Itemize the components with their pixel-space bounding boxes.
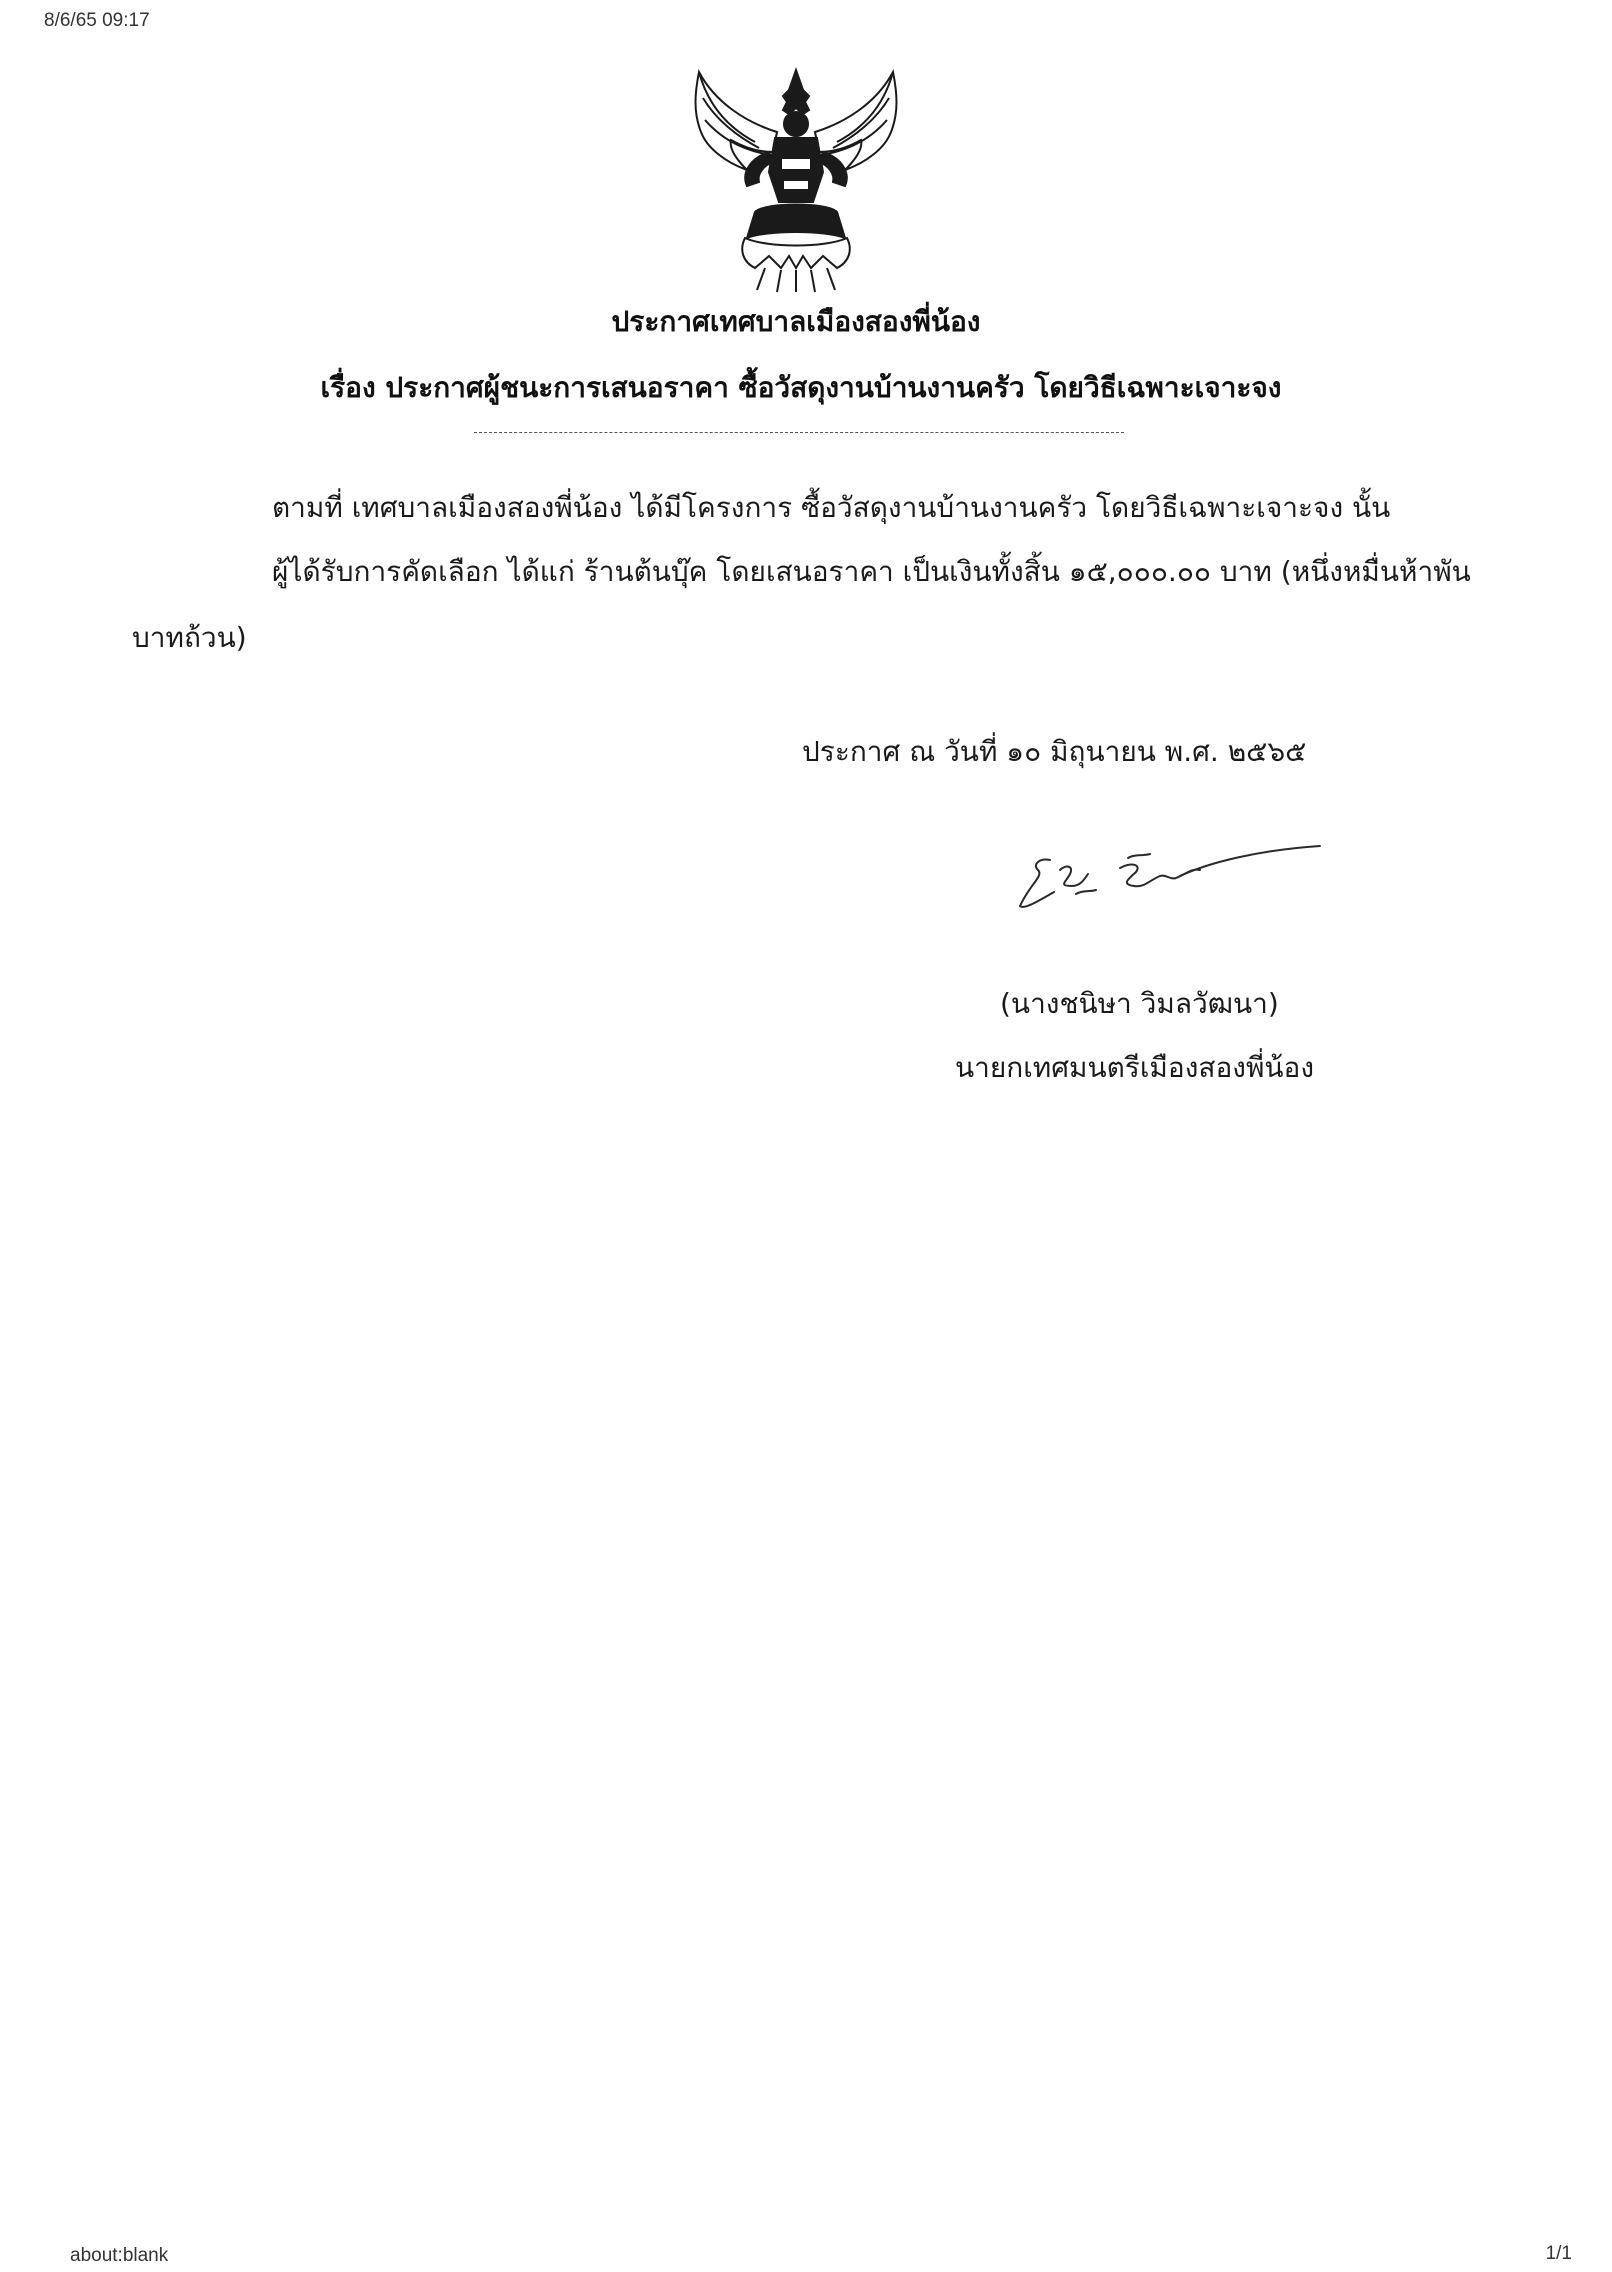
handwritten-signature-icon — [1010, 840, 1330, 920]
print-url: about:blank — [70, 2245, 169, 2266]
body-paragraph-line-3: บาทถ้วน) — [132, 621, 247, 654]
body-paragraph-line-2: ผู้ได้รับการคัดเลือก ได้แก่ ร้านต้นบุ๊ค โดยเสนอราคา เป็นเงินทั้งสิ้น ๑๕,๐๐๐.๐๐ บาท (หนึ่งหมื่นห้าพัน — [272, 555, 1471, 588]
garuda-emblem-icon — [685, 62, 907, 294]
signer-position: นายกเทศมนตรีเมืองสองพี่น้อง — [955, 1051, 1315, 1084]
signer-name: (นางชนิษา วิมลวัฒนา) — [1000, 987, 1279, 1020]
announcement-title: ประกาศเทศบาลเมืองสองพี่น้อง — [611, 305, 981, 338]
announcement-date: ประกาศ ณ วันที่ ๑๐ มิถุนายน พ.ศ. ๒๕๖๕ — [802, 735, 1307, 768]
title-divider — [474, 432, 1124, 433]
body-paragraph-line-1: ตามที่ เทศบาลเมืองสองพี่น้อง ได้มีโครงการ ซื้อวัสดุงานบ้านงานครัว โดยวิธีเฉพาะเจาะจง นั้น — [272, 491, 1391, 524]
announcement-subject: เรื่อง ประกาศผู้ชนะการเสนอราคา ซื้อวัสดุงานบ้านงานครัว โดยวิธีเฉพาะเจาะจง — [320, 371, 1282, 404]
print-page-number: 1/1 — [1545, 2243, 1572, 2264]
print-datetime: 8/6/65 09:17 — [44, 10, 150, 31]
